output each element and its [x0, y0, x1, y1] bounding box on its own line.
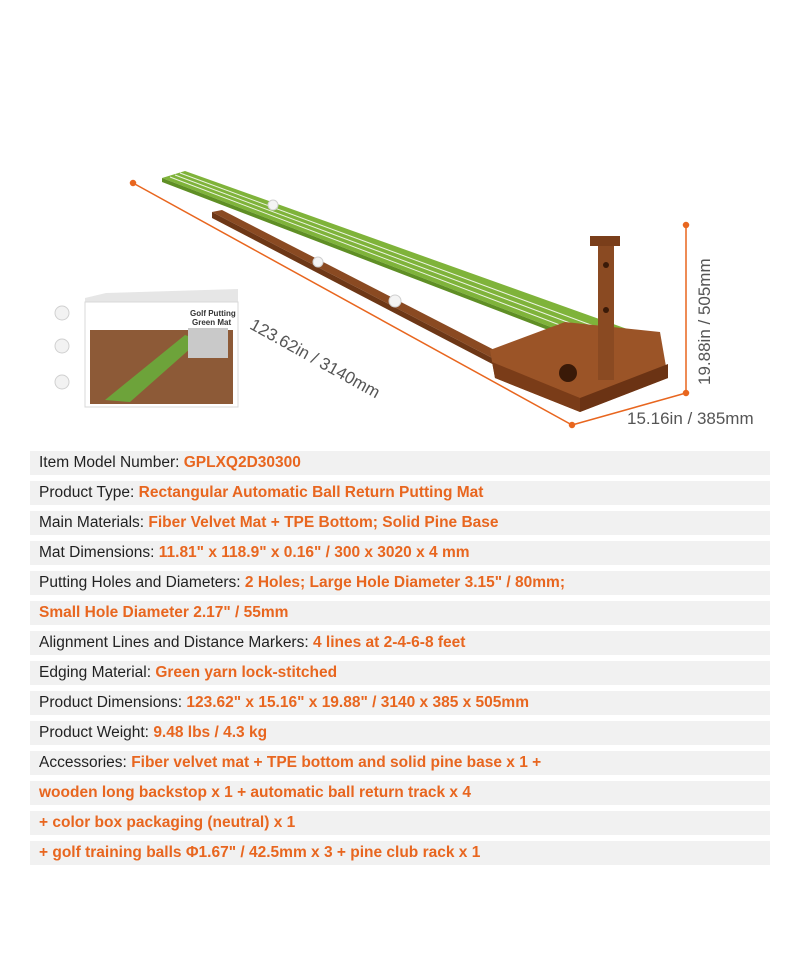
spec-row-putting-holes: [30, 571, 770, 595]
height-dimension-label: 19.88in / 505mm: [695, 258, 714, 385]
spec-value: 9.48 lbs / 4.3 kg: [153, 724, 268, 741]
spec-value: 4 lines at 2-4-6-8 feet: [312, 634, 466, 651]
spec-value: Green yarn lock-stitched: [155, 664, 338, 681]
spec-value: 2 Holes; Large Hole Diameter 3.15" / 80mm;: [244, 574, 565, 591]
spec-row-edging-material: [30, 661, 770, 685]
box-title-1: Golf Putting: [190, 309, 236, 318]
spec-value: 123.62" x 15.16" x 19.88" / 3140 x 385 x 505mm: [186, 694, 529, 711]
spec-label: Alignment Lines and Distance Markers:: [39, 634, 309, 651]
spec-value: Fiber velvet mat + TPE bottom and solid pine base x 1 +: [131, 754, 542, 771]
spec-value: wooden long backstop x 1 + automatic ball return track x 4: [39, 784, 471, 801]
spec-row-accessories-4: [30, 841, 770, 865]
spec-label: Product Type:: [39, 484, 135, 501]
box-title-2: Green Mat: [192, 318, 232, 327]
spec-row-product-dimensions: [30, 691, 770, 715]
spec-row-main-materials: [30, 511, 770, 535]
putting-mat-drawing: [0, 0, 800, 445]
spec-value: Small Hole Diameter 2.17" / 55mm: [39, 604, 289, 621]
golf-ball: [389, 295, 401, 307]
golf-ball: [313, 257, 323, 267]
spec-label: Edging Material:: [39, 664, 152, 681]
training-ball: [55, 306, 69, 320]
spec-value: 11.81" x 118.9" x 0.16" / 300 x 3020 x 4 mm: [158, 544, 470, 561]
training-ball: [55, 339, 69, 353]
width-dimension-label: 15.16in / 385mm: [627, 409, 754, 428]
spec-label: Product Weight:: [39, 724, 149, 741]
spec-value: Rectangular Automatic Ball Return Putting Mat: [138, 484, 484, 501]
spec-value: + color box packaging (neutral) x 1: [39, 814, 296, 831]
color-box-packaging: [85, 289, 238, 407]
spec-row-accessories: [30, 751, 770, 775]
spec-row-accessories-2: [30, 781, 770, 805]
spec-label: Mat Dimensions:: [39, 544, 155, 561]
spec-label: Item Model Number:: [39, 454, 180, 471]
spec-row-mat-dimensions: [30, 541, 770, 565]
spec-value: GPLXQ2D30300: [183, 454, 301, 471]
spec-label: Product Dimensions:: [39, 694, 183, 711]
product-illustration: [0, 0, 800, 445]
length-dimension-label: 123.62in / 3140mm: [246, 315, 384, 403]
spec-value: + golf training balls Φ1.67" / 42.5mm x 3 + pine club rack x 1: [39, 844, 481, 861]
spec-value: Fiber Velvet Mat + TPE Bottom; Solid Pine Base: [148, 514, 499, 531]
spec-row-accessories-3: [30, 811, 770, 835]
spec-label: Putting Holes and Diameters:: [39, 574, 241, 591]
golf-ball: [268, 200, 278, 210]
spec-table: [30, 451, 770, 871]
spec-label: Main Materials:: [39, 514, 145, 531]
training-ball: [55, 375, 69, 389]
spec-label: Accessories:: [39, 754, 127, 771]
spec-row-alignment-lines: [30, 631, 770, 655]
spec-row-putting-holes-cont: [30, 601, 770, 625]
spec-row-product-weight: [30, 721, 770, 745]
spec-row-item-model: [30, 451, 770, 475]
spec-row-product-type: [30, 481, 770, 505]
